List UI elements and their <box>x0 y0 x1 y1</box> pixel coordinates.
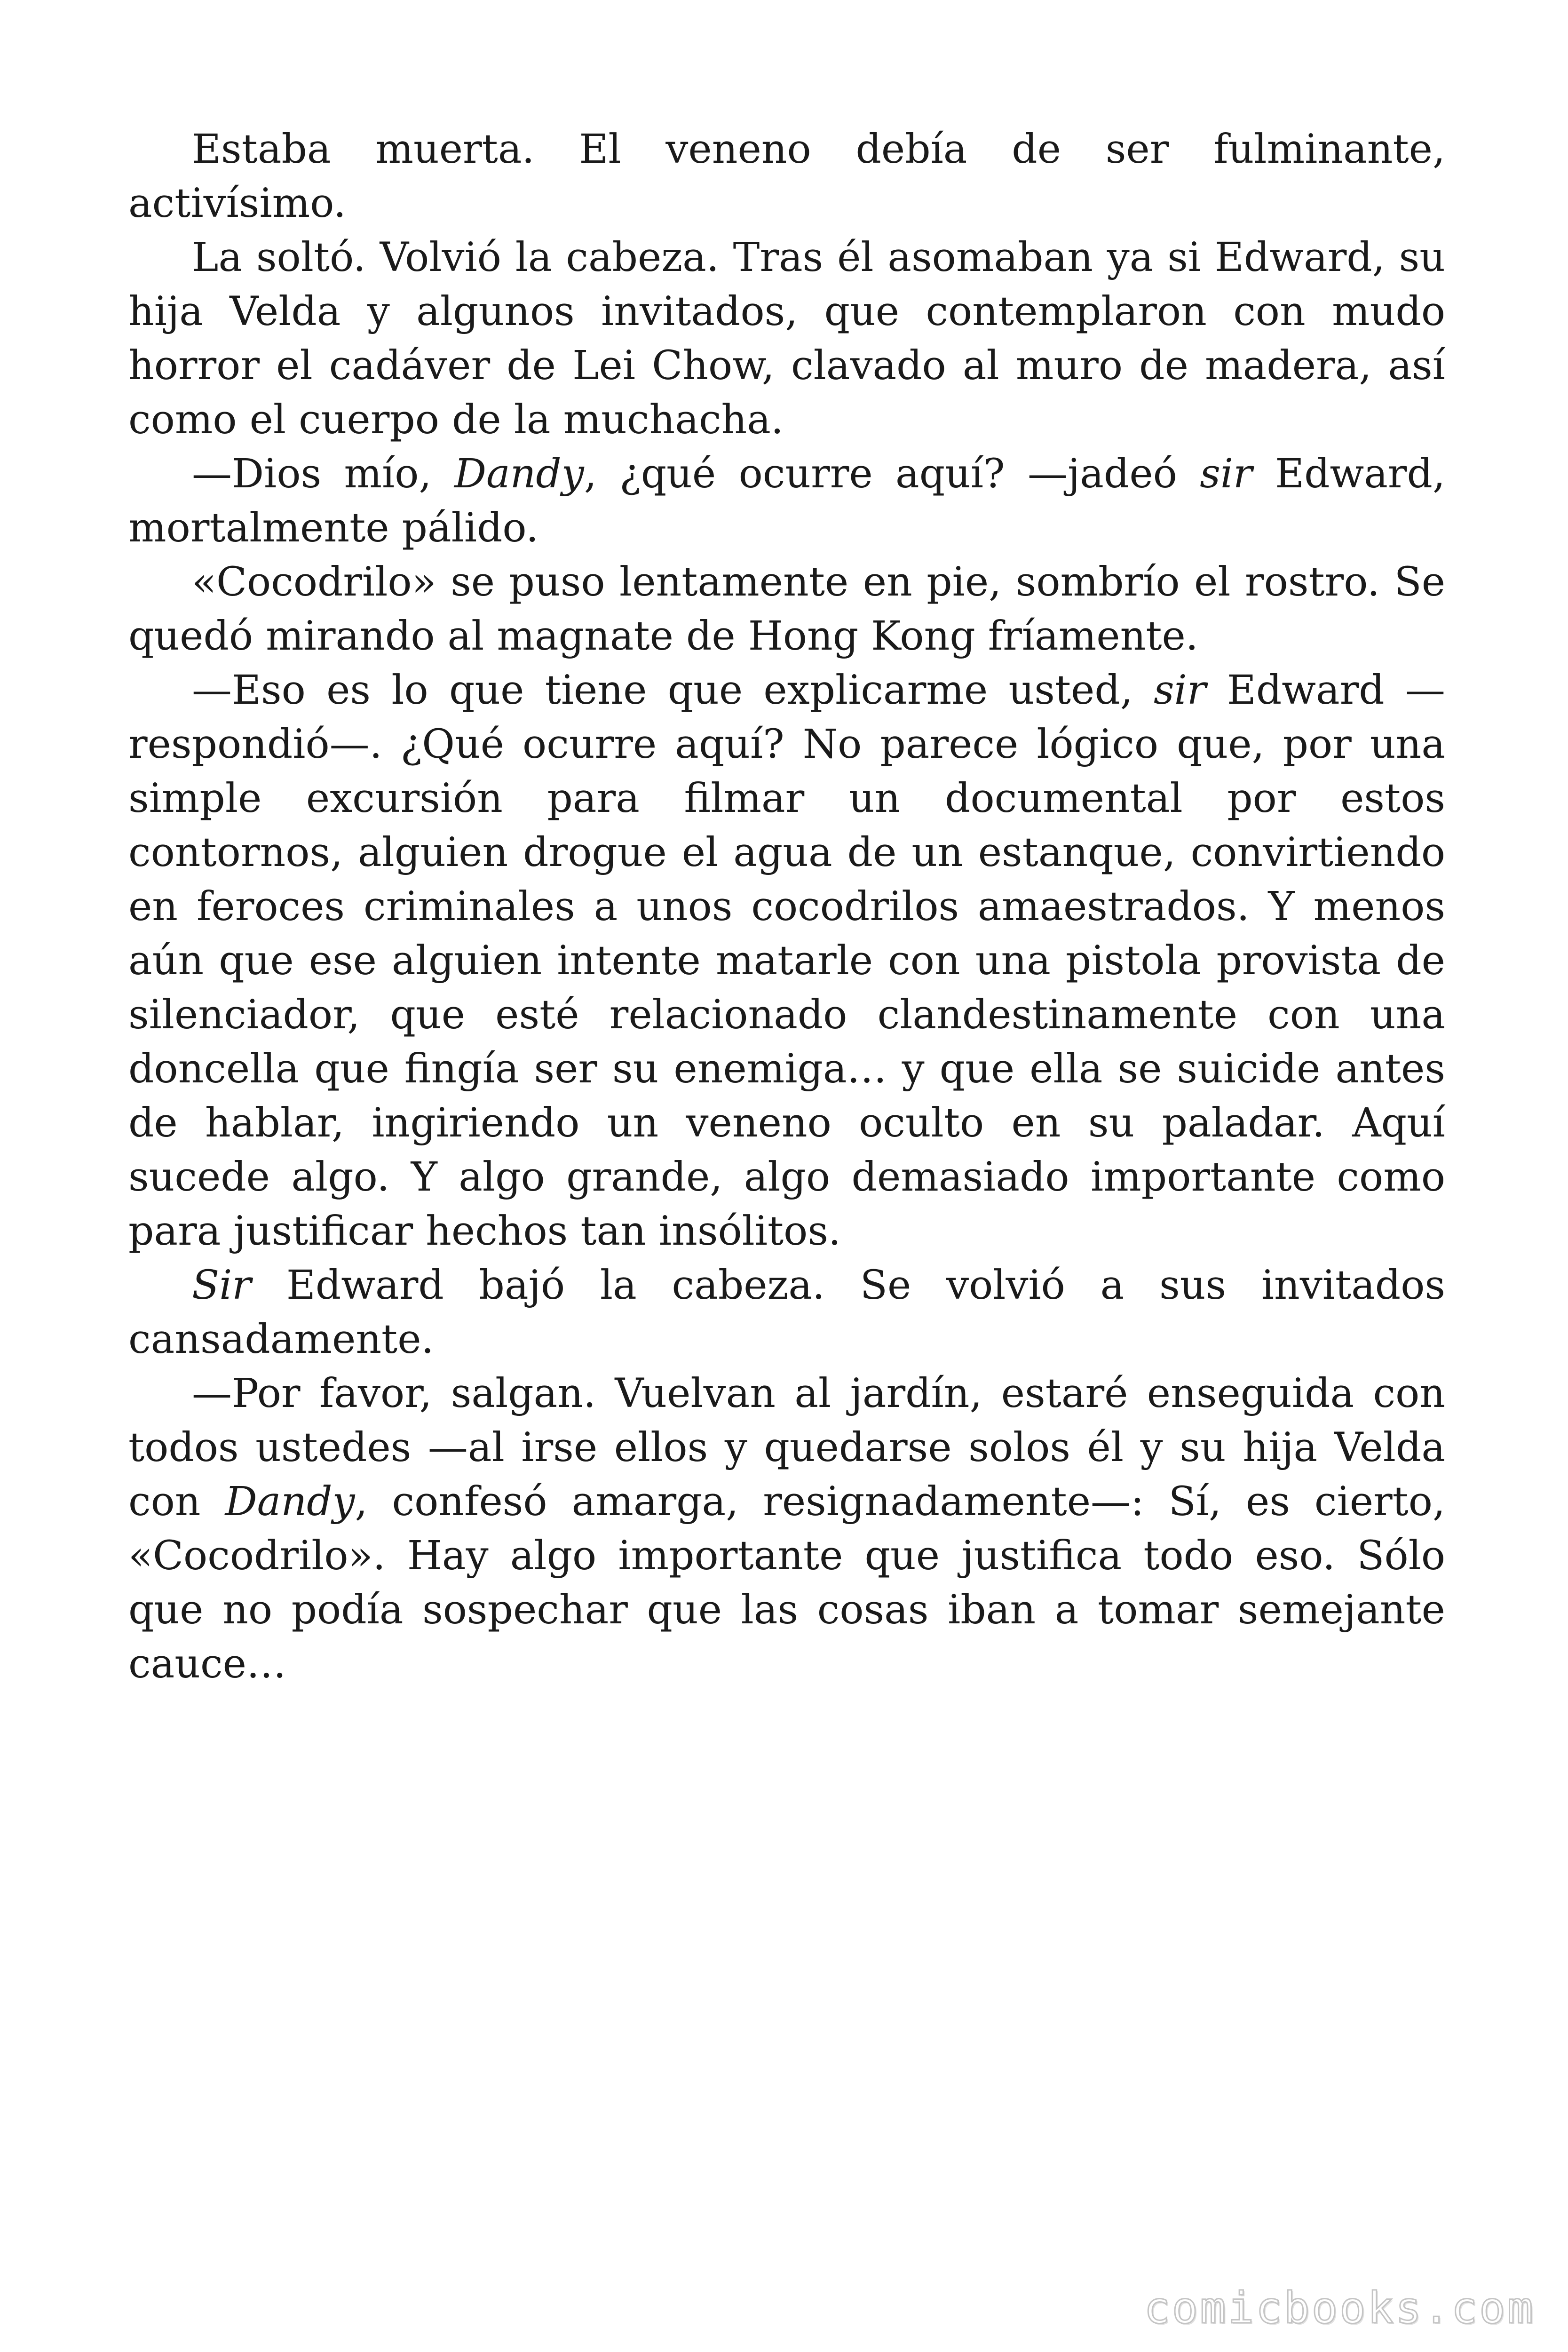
text-run: , confesó amarga, resignadamente—: Sí, es cierto, «Cocodrilo». Hay algo importante que justifica todo eso. Sólo que no podía sospechar que las cosas iban a tomar semejante cauce… <box>128 1478 1445 1687</box>
paragraph <box>128 122 1445 230</box>
paragraph <box>128 230 1445 447</box>
paragraph <box>128 663 1445 1258</box>
text-run: —Dios mío, <box>192 451 454 497</box>
text-run: —Por favor, salgan. Vuelvan al jardín, estaré enseguida con todos ustedes —al irse ellos y quedarse solos él y su hija Velda con <box>128 1370 1445 1525</box>
text-run: —Eso es lo que tiene que explicarme usted, <box>192 667 1154 714</box>
text-run: «Cocodrilo» se puso lentamente en pie, sombrío el rostro. Se quedó mirando al magnate de Hong Kong fríamente. <box>128 559 1445 660</box>
paragraph <box>128 447 1445 555</box>
italic-run: Dandy <box>454 451 584 497</box>
paragraph <box>128 1367 1445 1691</box>
body-text <box>128 122 1445 1691</box>
italic-run: Dandy <box>225 1478 355 1525</box>
paragraph <box>128 1258 1445 1367</box>
paragraph <box>128 555 1445 663</box>
italic-run: Sir <box>192 1262 252 1309</box>
text-run: Edward bajó la cabeza. Se volvió a sus invitados cansadamente. <box>128 1262 1445 1363</box>
text-run: Estaba muerta. El veneno debía de ser fulminante, activísimo. <box>128 126 1445 227</box>
text-run: Edward — respondió—. ¿Qué ocurre aquí? No parece lógico que, por una simple excursión para filmar un documental por estos contornos, alguien drogue el agua de un estanque, convirtiendo en feroces criminales a unos cocodrilos amaestrados. Y menos aún que ese alguien intente matarle con una pistola provista de silenciador, que esté relacionado clandestinamente con una doncella que fingía ser su enemiga… y que ella se suicide antes de hablar, ingiriendo un veneno oculto en su paladar. Aquí sucede algo. Y algo grande, algo demasiado importante como para justificar hechos tan insólitos. <box>128 667 1445 1255</box>
watermark: comicbooks.com <box>1144 2283 1535 2333</box>
italic-run: sir <box>1200 451 1252 497</box>
italic-run: sir <box>1154 667 1206 714</box>
text-run: La soltó. Volvió la cabeza. Tras él asomaban ya si Edward, su hija Velda y algunos invitados, que contemplaron con mudo horror el cadáver de Lei Chow, clavado al muro de madera, así como el cuerpo de la muchacha. <box>128 234 1445 443</box>
text-run: , ¿qué ocurre aquí? —jadeó <box>584 451 1200 497</box>
text-run: Edward, mortalmente pálido. <box>128 451 1445 551</box>
